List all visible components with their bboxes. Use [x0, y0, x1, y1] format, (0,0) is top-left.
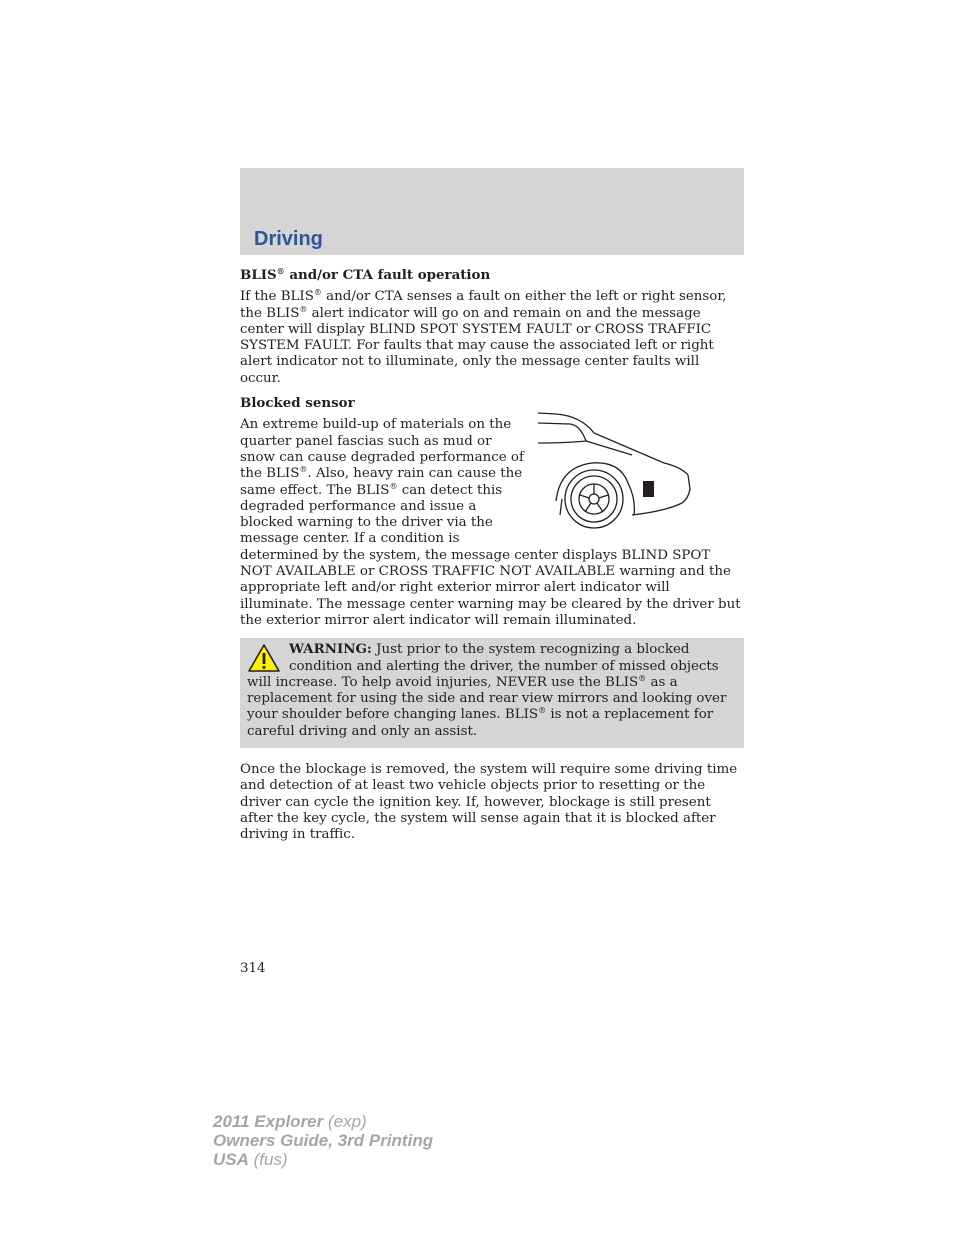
fault-paragraph: [240, 289, 744, 387]
document-footer: [213, 1112, 433, 1169]
warning-triangle-icon: [247, 643, 281, 673]
footer-model-code: (exp): [323, 1112, 367, 1131]
text-run: If the BLIS: [240, 289, 314, 305]
text-run: . Also, heavy rain can cause the same effect. The BLIS: [240, 466, 523, 498]
registered-mark: ®: [389, 481, 398, 491]
blocked-section: [240, 417, 744, 629]
fault-heading: [240, 267, 744, 283]
text-run: can detect this degraded performance and issue a blocked warning to the driver via the message center. If a condition is determined by the system, the message center displays BLIND SPOT NOT AVAILABLE or CROSS TRAFFIC NOT AVAILABLE warning and the appropriate left and/or right exterior mirror alert indicator will illuminate. The message center warning may be cleared by the driver but the exterior mirror alert indicator will remain illuminated.: [240, 482, 741, 628]
registered-mark: ®: [638, 673, 647, 683]
car-rear-quarter-sensor-illustration: [536, 411, 716, 541]
registered-mark: ®: [299, 465, 308, 475]
fault-heading-text-2: and/or CTA fault operation: [284, 267, 491, 283]
text-run: is not a replacement for careful driving and only an assist.: [247, 707, 714, 739]
text-run: and/or CTA senses a fault on either the left or right sensor, the BLIS: [240, 289, 727, 321]
text-run: alert indicator will go on and remain on and the message center will display BLIND SPOT SYSTEM FAULT or CROSS TRAFFIC SYSTEM FAULT. For faults that may cause the associated left or right alert indicator not to illuminate, only the message center faults will occur.: [240, 305, 714, 386]
registered-mark: ®: [538, 706, 547, 716]
text-run: as a replacement for using the side and rear view mirrors and looking over your shoulder before changing lanes. BLIS: [247, 674, 727, 723]
removal-paragraph: Once the blockage is removed, the system will require some driving time and detection of at least two vehicle objects prior to resetting or the driver can cycle the ignition key. If, however, blockage is still present after the key cycle, the system will sense again that it is blocked after driving in traffic.: [240, 762, 738, 843]
page-number: 314: [240, 961, 266, 976]
section-header-band: [240, 168, 744, 255]
footer-line-1: [213, 1112, 433, 1131]
footer-market: USA: [213, 1150, 249, 1169]
footer-line-3: [213, 1150, 433, 1169]
footer-line-2: Owners Guide, 3rd Printing: [213, 1131, 434, 1150]
text-run: An extreme build-up of materials on the quarter panel fascias such as mud or snow can cause degraded performance of the BLIS: [240, 417, 524, 482]
page-content: [240, 267, 744, 844]
warning-box: [240, 638, 744, 748]
footer-model: 2011 Explorer: [213, 1112, 324, 1131]
footer-market-code: (fus): [248, 1150, 288, 1169]
warning-label: WARNING:: [289, 641, 372, 658]
registered-mark: ®: [276, 266, 285, 276]
registered-mark: ®: [299, 304, 308, 314]
blocked-heading: Blocked sensor: [240, 395, 355, 412]
section-title: Driving: [254, 228, 323, 250]
registered-mark: ®: [313, 288, 322, 298]
text-run: Just prior to the system recognizing a blocked condition and alerting the driver, the number of missed objects will increase. To help avoid injuries, NEVER use the BLIS: [247, 642, 719, 690]
fault-heading-text: BLIS: [240, 267, 277, 283]
warning-text: [247, 641, 736, 740]
